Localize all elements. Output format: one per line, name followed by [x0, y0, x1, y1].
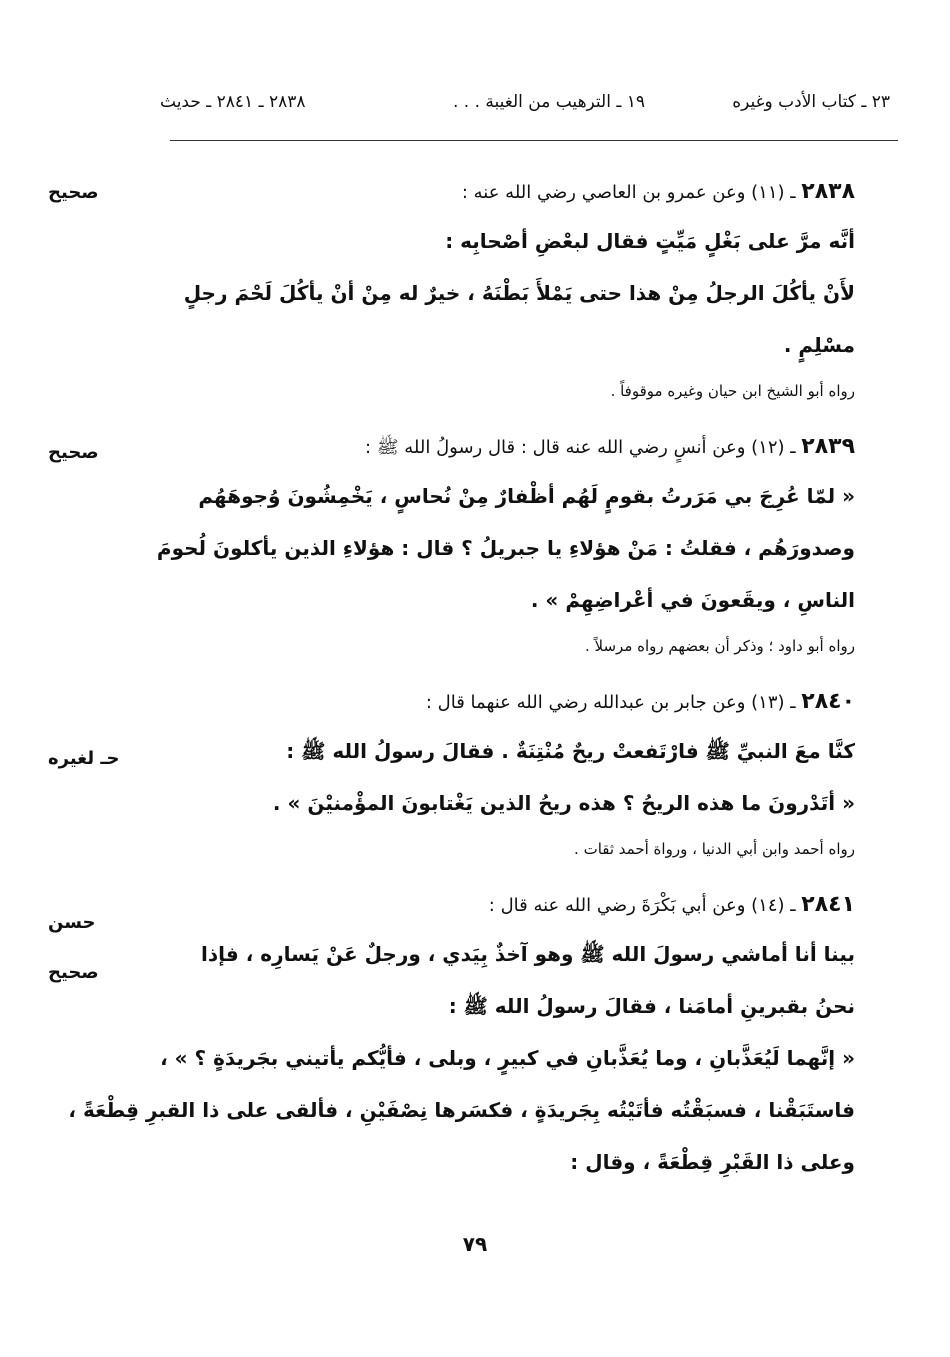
hadith-line: أنَّه مرَّ على بَغْلٍ مَيِّتٍ فقال لبعْضِ أصْحابِه :: [445, 229, 855, 253]
hadith-source: رواه أبو الشيخ ابن حيان وغيره موقوفاً .: [610, 382, 855, 400]
hadith-line: « لمّا عُرِجَ بي مَرَرتُ بقومٍ لَهُم أظْفارٌ مِنْ نُحاسٍ ، يَخْمِشُونَ وُجوهَهُم: [198, 484, 855, 508]
hadith-number: ٢٨٤٠: [801, 689, 855, 714]
header-chapter-title: ١٩ ـ الترهيب من الغيبة . . .: [452, 92, 645, 112]
hadith-line: كنَّا معَ النبيِّ ﷺ فارْتَفعتْ ريحٌ مُنْتِنَةٌ . فقالَ رسولُ الله ﷺ :: [286, 739, 855, 763]
hadith-intro: [150, 425, 855, 470]
hadith-2839: [150, 425, 855, 666]
grade-label: صحيح: [48, 442, 99, 463]
hadith-narrator: ـ (١٣) وعن جابر بن عبدالله رضي الله عنهما قال :: [425, 692, 796, 713]
grade-label: صحيح: [48, 962, 99, 983]
hadith-line: وعلى ذا القَبْرِ قِطْعَةً ، وقال :: [570, 1150, 855, 1174]
running-header: [160, 92, 890, 122]
hadith-line: الناسِ ، ويقَعونَ في أعْراضِهِمْ » .: [530, 588, 855, 612]
header-hadith-range: ٢٨٣٨ ـ ٢٨٤١ ـ حديث: [160, 92, 306, 112]
hadith-line: لأَنْ يأكُلَ الرجلُ مِنْ هذا حتى يَمْلأَ بَطْنَهُ ، خيرٌ له مِنْ أنْ يأكُلَ لَحْمَ رجلٍ: [183, 281, 855, 305]
hadith-intro: [150, 170, 855, 215]
hadith-line: « أتَدْرونَ ما هذه الريحُ ؟ هذه ريحُ الذين يَغْتابونَ المؤْمنيْنَ » .: [272, 791, 855, 815]
hadith-2840: [150, 680, 855, 869]
hadith-line: نحنُ بقبرينِ أمامَنا ، فقالَ رسولُ الله ﷺ :: [448, 994, 855, 1018]
hadith-number: ٢٨٣٨: [801, 179, 855, 204]
hadith-line: مسْلِمٍ .: [783, 333, 855, 357]
hadith-intro: [150, 680, 855, 725]
hadith-source: رواه أحمد وابن أبي الدنيا ، ورواة أحمد ثقات .: [574, 840, 855, 858]
header-book-title: ٢٣ ـ كتاب الأدب وغيره: [732, 92, 890, 112]
hadith-line: « إنَّهما لَيُعَذَّبانِ ، وما يُعَذَّبانِ في كبيرٍ ، وبلى ، فأيُّكم يأتيني بجَريدَةٍ ؟ » ،: [160, 1046, 855, 1070]
grade-label: حـ لغيره: [48, 748, 120, 769]
hadith-line: وصدورَهُم ، فقلتُ : مَنْ هؤلاءِ يا جبريلُ ؟ قال : هؤلاءِ الذين يأكلونَ لُحومَ: [156, 536, 855, 560]
grade-label: صحيح: [48, 182, 99, 203]
hadith-2838: [150, 170, 855, 411]
hadith-narrator: ـ (١٤) وعن أبي بَكْرَةَ رضي الله عنه قال :: [488, 895, 796, 916]
hadith-line: بينا أنا أماشي رسولَ الله ﷺ وهو آخذٌ بِيَدي ، ورجلٌ عَنْ يَسارِه ، فإذا: [201, 942, 855, 966]
hadith-source: رواه أبو داود ؛ وذكر أن بعضهم رواه مرسلاً .: [584, 637, 855, 655]
hadith-narrator: ـ (١١) وعن عمرو بن العاصي رضي الله عنه :: [461, 182, 796, 203]
hadith-number: ٢٨٤١: [801, 892, 855, 917]
grade-label: حسن: [48, 912, 96, 933]
header-rule: [170, 140, 898, 141]
hadith-narrator: ـ (١٢) وعن أنسٍ رضي الله عنه قال : قال رسولُ الله ﷺ :: [365, 437, 796, 458]
hadith-intro: [150, 883, 855, 928]
page-number: ٧٩: [462, 1232, 488, 1256]
hadith-line: فاستَبَقْنا ، فسبَقْتُه فأتَيْتُه بِجَريدَةٍ ، فكسَرها نِصْفَيْنِ ، فألقى على ذا القبرِ قِطْعَةً ،: [68, 1098, 855, 1122]
hadith-number: ٢٨٣٩: [801, 434, 855, 459]
